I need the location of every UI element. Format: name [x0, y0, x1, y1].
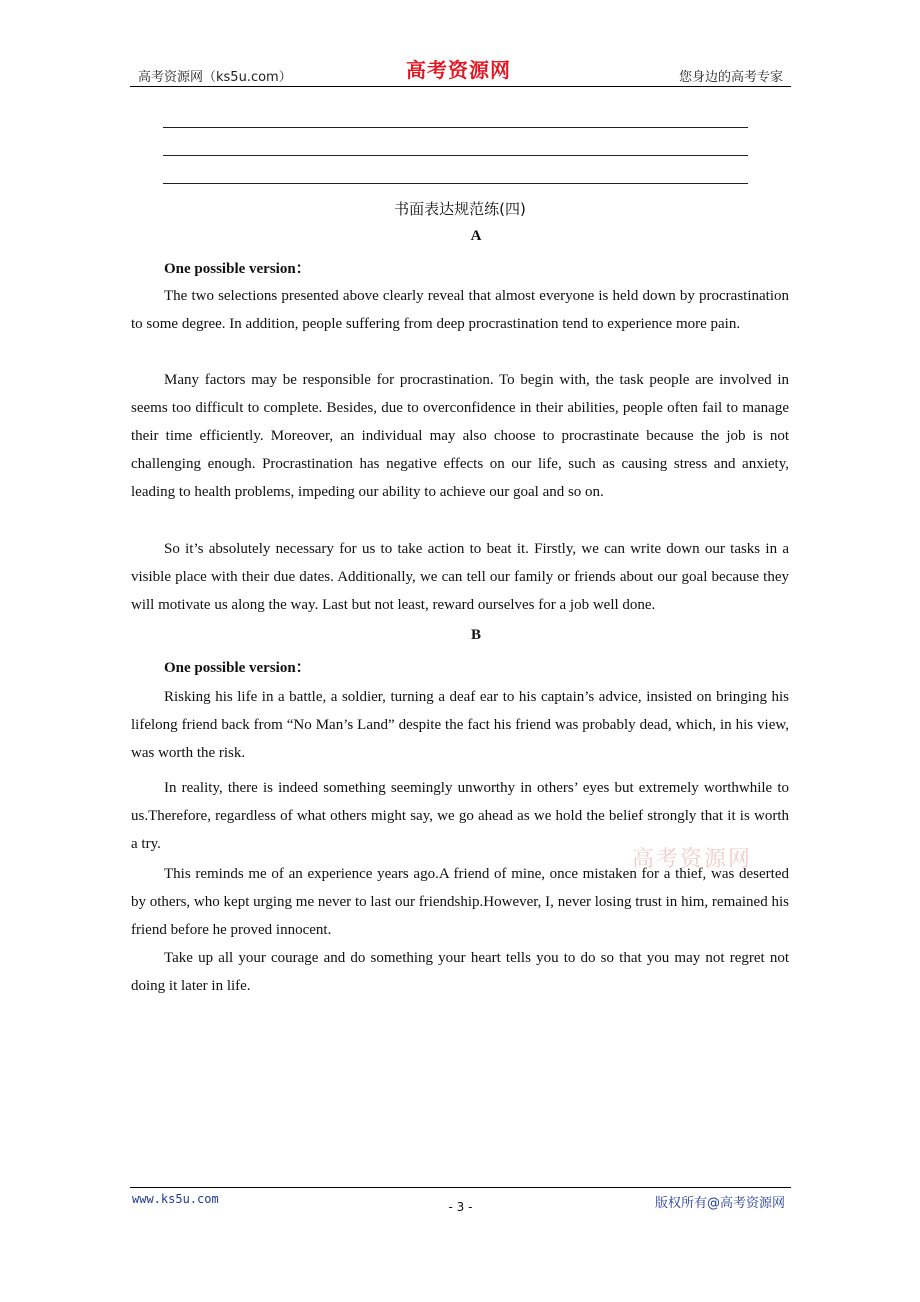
- answer-blank-line: [163, 155, 748, 156]
- page-header: [130, 54, 791, 87]
- header-logo: 高考资源网: [406, 58, 511, 82]
- part-a-paragraph-2: Many factors may be responsible for procrastination. To begin with, the task people are involved in seems too difficult to complete. Besides, due to overconfidence in their abilities, people often fail to manage their time efficiently. Moreover, an individual may also choose to procrastinate because the job is not challenging enough. Procrastination has negative effects on our life, such as causing stress and anxiety, leading to health problems, impeding our ability to achieve our goal and so on.: [131, 372, 789, 500]
- part-b-paragraph-2: In reality, there is indeed something seemingly unworthy in others’ eyes but extremely worthwhile to us.Therefore, regardless of what others might say, we go ahead as we hold the belief strongly that it is worth a try.: [131, 780, 789, 852]
- part-b-label: B: [470, 627, 481, 643]
- answer-blank-line: [163, 183, 748, 184]
- watermark: 高考资源网: [632, 847, 753, 872]
- page-title: 书面表达规范练(四): [394, 200, 526, 218]
- part-a-paragraph-1: The two selections presented above clearly reveal that almost everyone is held down by procrastination to some degree. In addition, people suffering from deep procrastination tend to experience more pain.: [131, 288, 789, 332]
- answer-blank-line: [163, 127, 748, 128]
- footer-copyright: 版权所有@高考资源网: [654, 1196, 785, 1211]
- page-footer: [130, 1187, 791, 1218]
- part-b-paragraph-1: Risking his life in a battle, a soldier, turning a deaf ear to his captain’s advice, insisted on bringing his lifelong friend back from “No Man’s Land” despite the fact his friend was probably dead, which, in his view, was worth the risk.: [131, 689, 789, 761]
- page-number: - 3 -: [448, 1200, 473, 1214]
- part-b-subhead: One possible version：: [164, 660, 311, 676]
- part-a-subhead: One possible version：: [164, 261, 311, 277]
- part-a-label: A: [470, 228, 482, 244]
- header-site-name: 高考资源网（ks5u.com）: [138, 70, 292, 85]
- footer-website-link[interactable]: www.ks5u.com: [132, 1192, 219, 1206]
- header-slogan: 您身边的高考专家: [678, 70, 783, 85]
- part-b-paragraph-4: Take up all your courage and do something your heart tells you to do so that you may not regret not doing it later in life.: [131, 950, 789, 994]
- part-b-paragraph-3: This reminds me of an experience years ago.A friend of mine, once mistaken for a thief, was deserted by others, who kept urging me never to last our friendship.However, I, never losing trust in him, remained his friend before he proved innocent.: [131, 866, 789, 938]
- part-a-paragraph-3: So it’s absolutely necessary for us to take action to beat it. Firstly, we can write down our tasks in a visible place with their due dates. Additionally, we can tell our family or friends about our goal because they will motivate us along the way. Last but not least, reward ourselves for a job well done.: [131, 541, 789, 613]
